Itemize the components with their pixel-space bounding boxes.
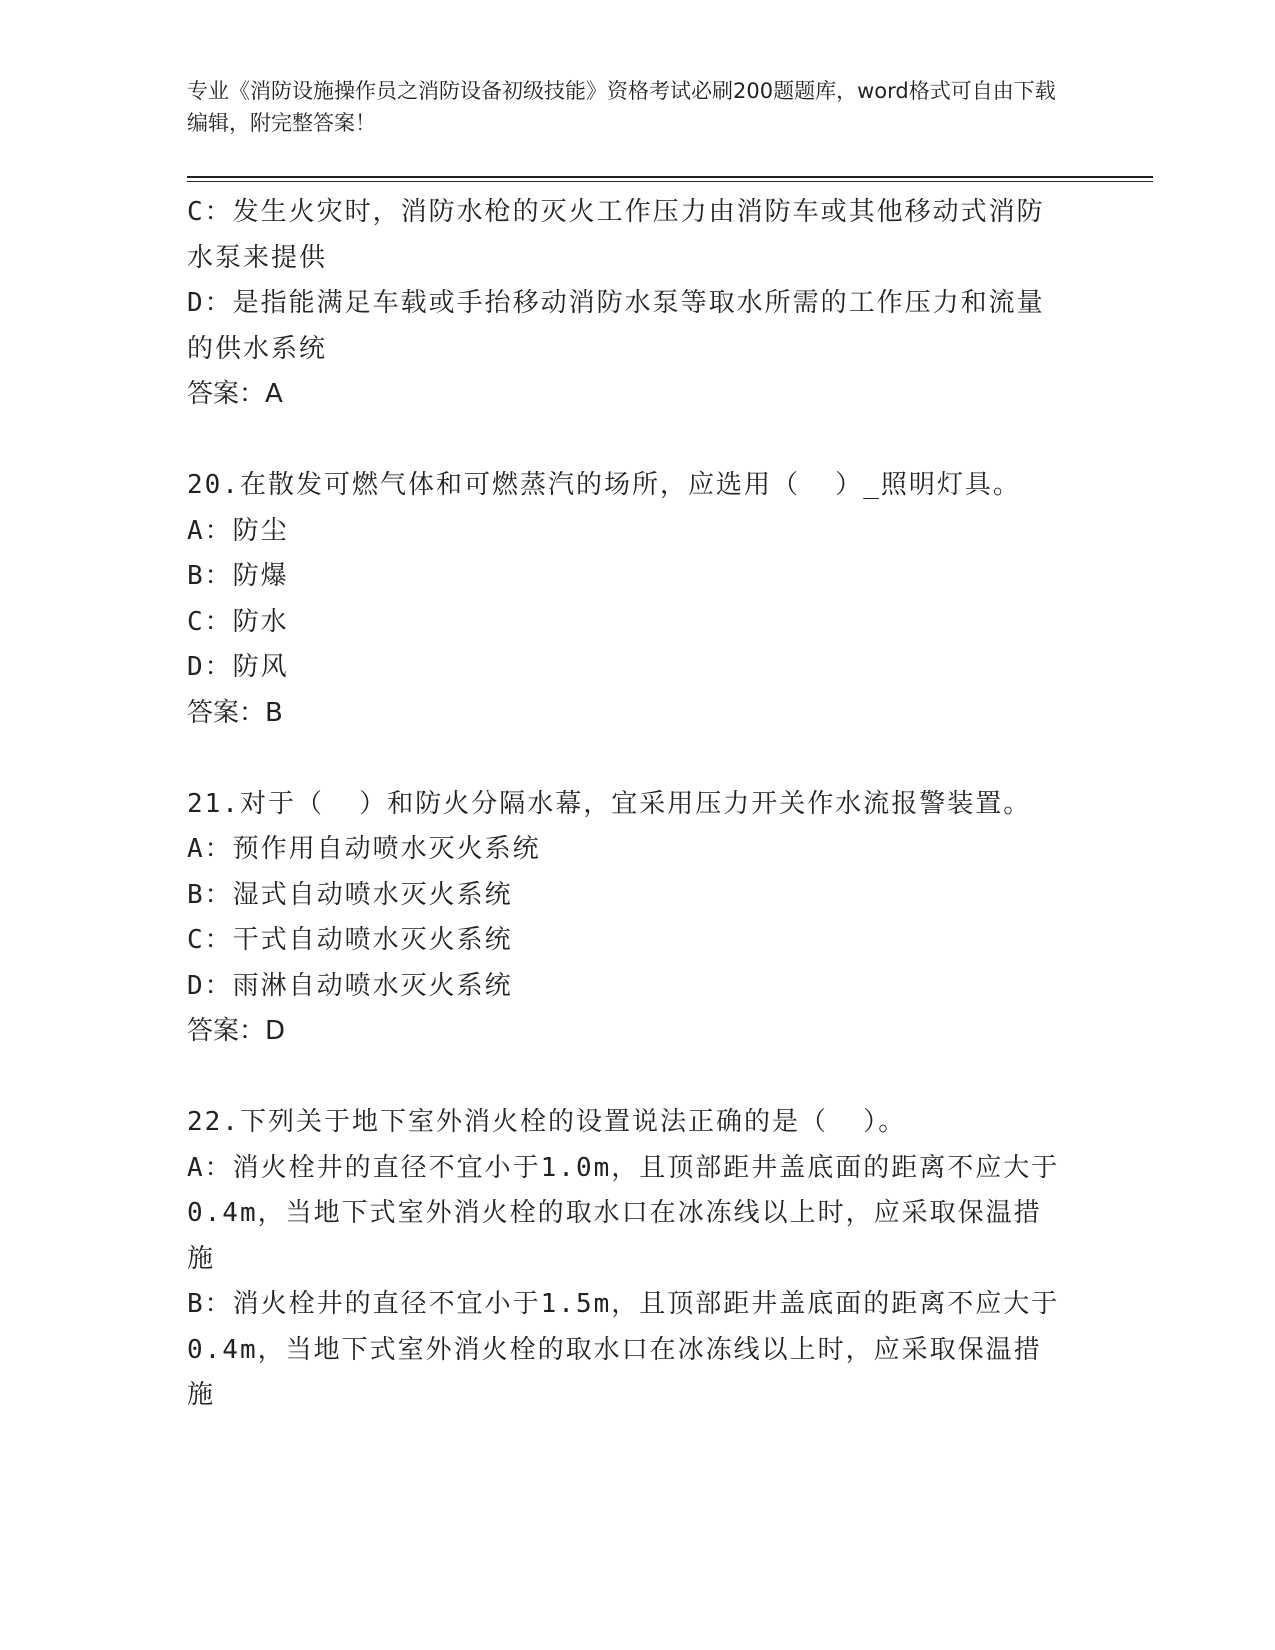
header-rule-thin (187, 181, 1153, 182)
option-a: A：预作用自动喷水灭火系统 (187, 834, 541, 864)
spacer (187, 736, 1087, 782)
answer-line: 答案：A (187, 379, 283, 409)
option-b-line: 施 (187, 1380, 216, 1410)
option-d: D：雨淋自动喷水灭火系统 (187, 970, 513, 1001)
option-d: D：防风 (187, 652, 289, 682)
option-c-line: 水泵来提供 (187, 242, 328, 273)
header-rule-thick (187, 176, 1153, 178)
option-d-line: 的供水系统 (187, 333, 328, 364)
question-content (187, 190, 1087, 1419)
option-a-line: 施 (187, 1243, 216, 1274)
previous-question-tail (187, 190, 1087, 418)
answer-line: 答案：D (187, 1016, 286, 1046)
option-a-line: A：消火栓井的直径不宜小于1.0m，且顶部距井盖底面的距离不应大于 (187, 1152, 1060, 1183)
option-a-line: 0.4m，当地下式室外消火栓的取水口在冰冻线以上时，应采取保温措 (187, 1198, 1042, 1228)
question-stem: 21.对于（ ）和防火分隔水幕，宜采用压力开关作水流报警装置。 (187, 788, 1032, 819)
option-b-line: B：消火栓井的直径不宜小于1.5m，且顶部距井盖底面的距离不应大于 (187, 1289, 1060, 1319)
option-b-line: 0.4m，当地下式室外消火栓的取水口在冰冻线以上时，应采取保温措 (187, 1334, 1042, 1365)
option-c-line: C：发生火灾时，消防水枪的灭火工作压力由消防车或其他移动式消防 (187, 197, 1045, 227)
option-c: C：干式自动喷水灭火系统 (187, 925, 513, 955)
option-a: A：防尘 (187, 515, 289, 546)
document-header: 专业《消防设施操作员之消防设备初级技能》资格考试必刷200题题库，word格式可自由下载编辑，附完整答案！ (187, 79, 1056, 135)
question-21 (187, 782, 1087, 1055)
question-22 (187, 1100, 1087, 1419)
spacer (187, 1055, 1087, 1101)
answer-line: 答案：B (187, 697, 283, 728)
question-stem: 20.在散发可燃气体和可燃蒸汽的场所，应选用（ ）_照明灯具。 (187, 470, 1021, 500)
spacer (187, 418, 1087, 464)
option-d-line: D：是指能满足车载或手抬移动消防水泵等取水所需的工作压力和流量 (187, 288, 1045, 318)
question-20 (187, 463, 1087, 736)
question-stem: 22.下列关于地下室外消火栓的设置说法正确的是（ ）。 (187, 1107, 907, 1137)
option-b: B：湿式自动喷水灭火系统 (187, 879, 513, 910)
option-c: C：防水 (187, 606, 289, 637)
option-b: B：防爆 (187, 561, 289, 591)
